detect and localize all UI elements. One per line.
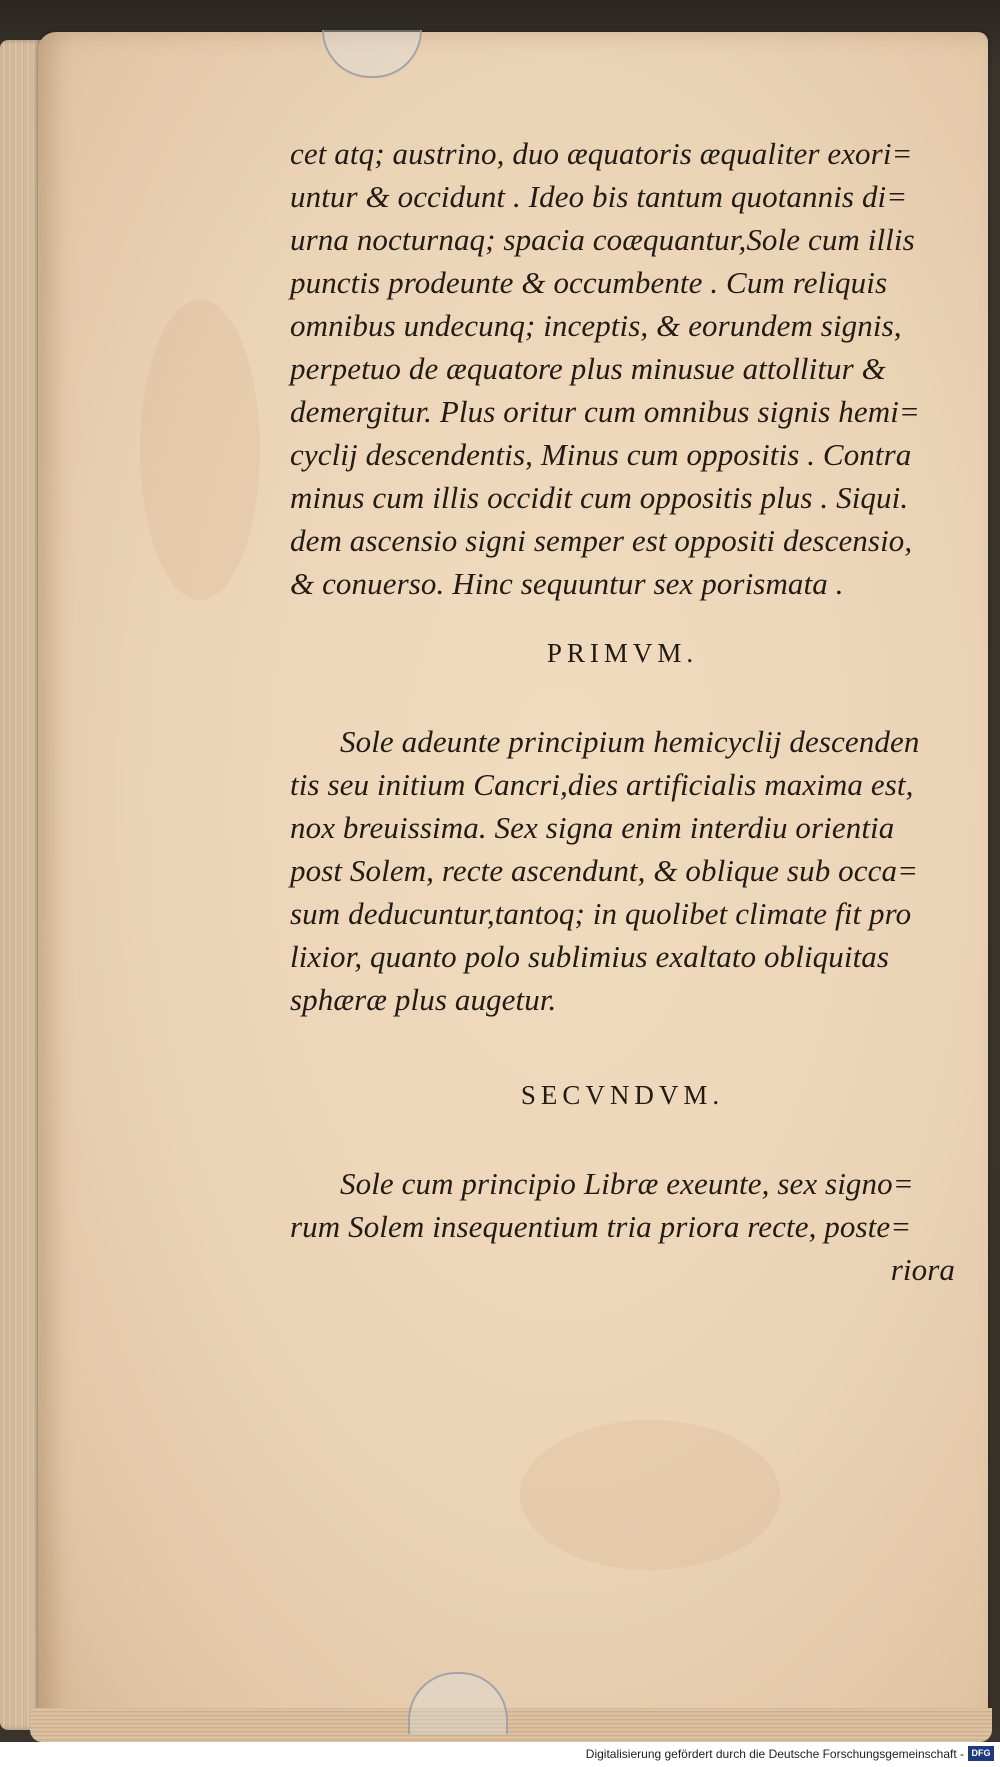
catchword: riora <box>890 1252 955 1287</box>
paper-stain <box>520 1420 780 1570</box>
text-line: omnibus undecunq; inceptis, & eorundem signis, <box>290 308 902 343</box>
section-heading-secundum: SECVNDVM. <box>520 1080 725 1110</box>
book-bottom-edges <box>30 1708 992 1742</box>
text-line: cyclij descendentis, Minus cum oppositis . Contra <box>290 437 912 472</box>
text-line: lixior, quanto polo sublimius exaltato obliquitas <box>290 939 890 974</box>
text-line: demergitur. Plus oritur cum omnibus signis hemi= <box>290 394 920 429</box>
text-line: cet atq; austrino, duo æquatoris æqualiter exori= <box>290 136 913 171</box>
text-line: tis seu initium Cancri,dies artificialis maxima est, <box>290 767 914 802</box>
text-line: dem ascensio signi semper est oppositi descensio, <box>290 523 913 558</box>
text-line: Sole cum principio Libræ exeunte, sex signo= <box>340 1166 914 1201</box>
text-line: untur & occidunt . Ideo bis tantum quotannis di= <box>290 179 908 214</box>
text-line: Sole adeunte principium hemicyclij descenden <box>340 724 920 759</box>
text-line: & conuerso. Hinc sequuntur sex porismata . <box>290 566 844 601</box>
paper-stain <box>140 300 260 600</box>
text-line: punctis prodeunte & occumbente . Cum reliquis <box>290 265 888 300</box>
text-line: sum deducuntur,tantoq; in quolibet climate fit pro <box>290 896 912 931</box>
paragraph-3 <box>290 1162 955 1291</box>
paragraph-2 <box>290 720 955 1021</box>
text-line: nox breuissima. Sex signa enim interdiu orientia <box>290 810 895 845</box>
digitization-credit: Digitalisierung gefördert durch die Deutsche Forschungsgemeinschaft - <box>585 1747 964 1761</box>
text-line: perpetuo de æquatore plus minusue attollitur & <box>290 351 886 386</box>
text-line: rum Solem insequentium tria priora recte, poste= <box>290 1209 912 1244</box>
dfg-logo: DFG <box>968 1746 994 1761</box>
section-heading-primum: PRIMVM. <box>546 638 699 668</box>
text-line: post Solem, recte ascendunt, & oblique sub occa= <box>290 853 919 888</box>
text-line: minus cum illis occidit cum oppositis plus . Siqui. <box>290 480 909 515</box>
paragraph-1 <box>290 132 955 605</box>
text-line: sphæræ plus augetur. <box>290 982 557 1017</box>
text-line: urna nocturnaq; spacia coæquantur,Sole cum illis <box>290 222 915 257</box>
